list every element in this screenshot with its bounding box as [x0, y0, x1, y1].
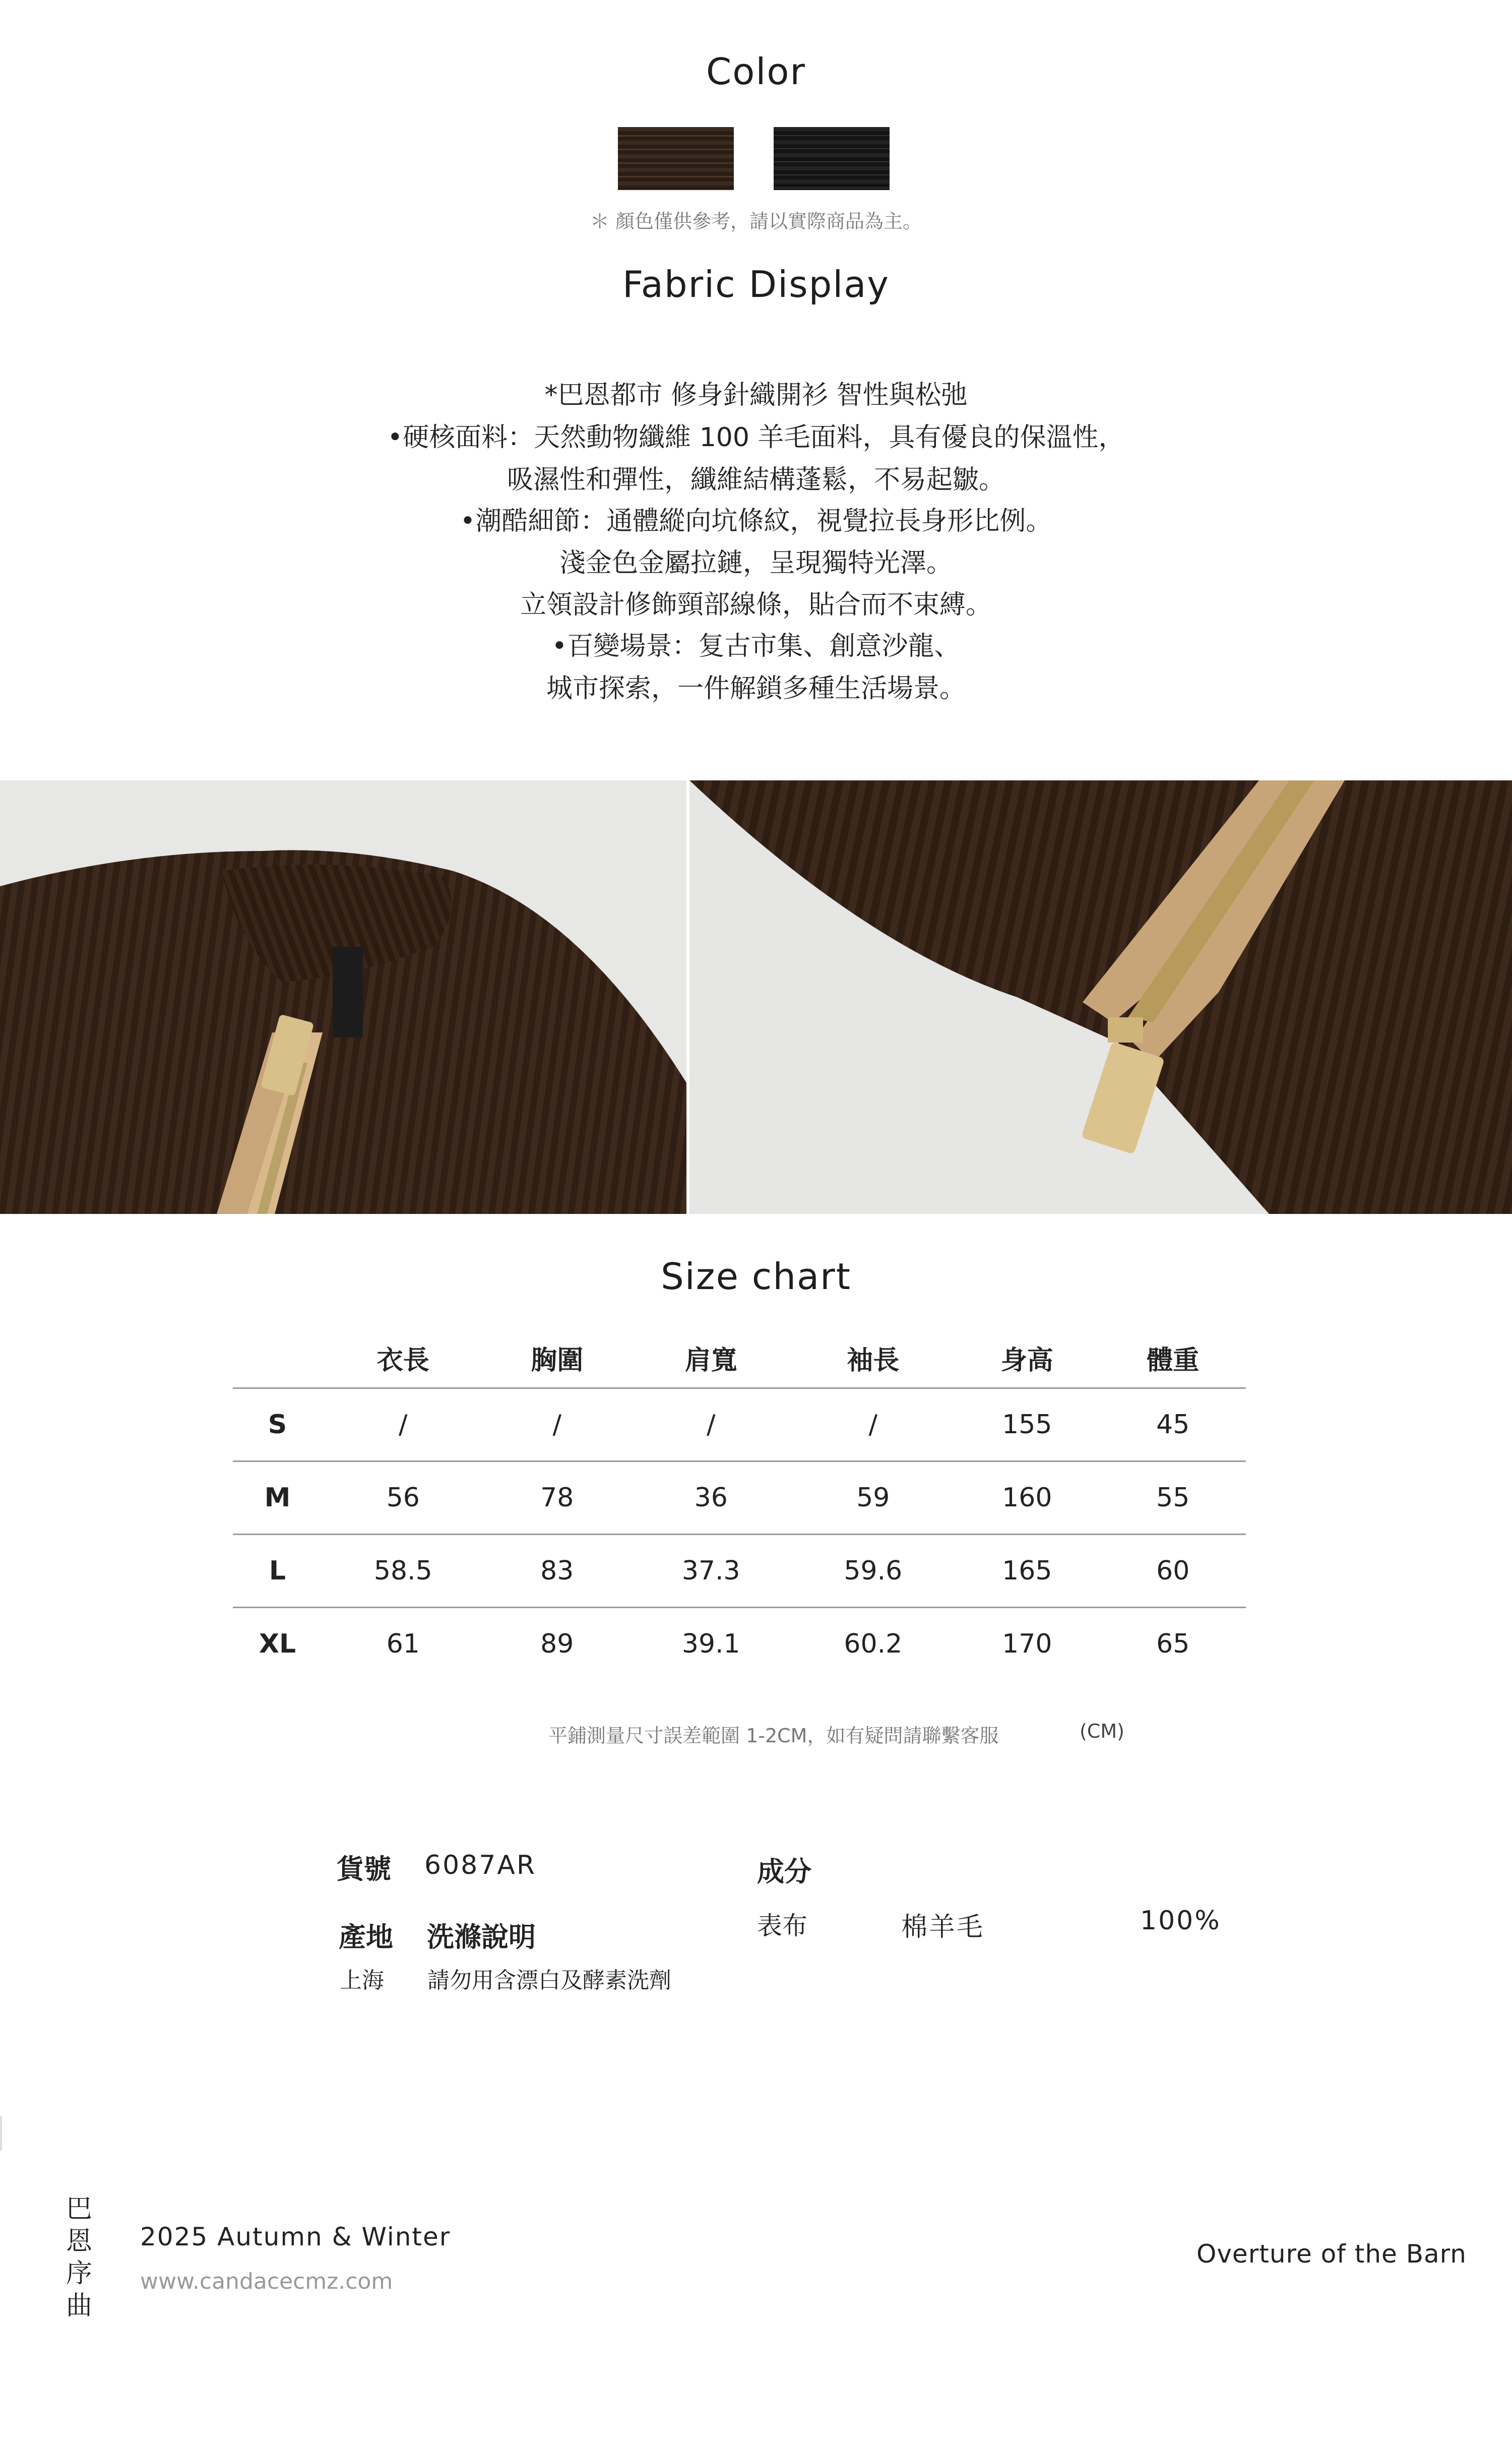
table-cell: / [484, 1388, 630, 1461]
table-cell: 56 [322, 1461, 484, 1535]
table-cell: 83 [484, 1535, 630, 1608]
fabric-line-2: •硬核面料：天然動物纖維 100 羊毛面料，具有優良的保溫性， [387, 422, 1125, 453]
table-cell: 61 [322, 1608, 484, 1680]
size-unit: (CM) [1080, 1720, 1124, 1742]
table-row [233, 1608, 1246, 1680]
fabric-line-3: 吸濕性和彈性，纖維結構蓬鬆，不易起皺。 [507, 465, 1005, 495]
table-cell: 36 [630, 1461, 792, 1535]
collection-name: Overture of the Barn [1196, 2239, 1467, 2269]
size-header-chest: 胸圍 [531, 1346, 584, 1376]
table-cell: 55 [1100, 1461, 1246, 1535]
size-note: 平鋪測量尺寸誤差範圍 1-2CM，如有疑問請聯繫客服 [548, 1725, 999, 1747]
size-label: S [233, 1388, 322, 1461]
table-cell: 45 [1100, 1388, 1246, 1461]
size-table-header [233, 1328, 1246, 1388]
brand-char: 巴 [66, 2194, 92, 2224]
wash-value: 請勿用含漂白及酵素洗劑 [427, 1968, 671, 1993]
fabric-line-6: 立領設計修飾頸部線條，貼合而不束縛。 [520, 590, 992, 620]
table-cell: / [322, 1388, 484, 1461]
size-header-shoulder: 肩寬 [684, 1346, 737, 1376]
fabric-line-7: •百變場景：复古市集、創意沙龍、 [551, 631, 961, 661]
size-label: XL [233, 1608, 322, 1680]
size-header-weight: 體重 [1147, 1346, 1200, 1376]
brand-char: 曲 [66, 2291, 92, 2321]
table-cell: 165 [954, 1535, 1100, 1608]
size-chart-title: Size chart [661, 1255, 851, 1298]
size-header-length: 衣長 [376, 1346, 429, 1376]
zipper-detail-photo [689, 780, 1512, 1214]
brown-swatch[interactable] [618, 127, 734, 190]
sku-value: 6087AR [424, 1850, 537, 1880]
website-link[interactable]: www.candacecmz.com [140, 2269, 393, 2294]
composition-label: 成分 [757, 1856, 811, 1887]
composition-percent: 100% [1140, 1906, 1221, 1936]
table-cell: 60 [1100, 1535, 1246, 1608]
collar-detail-photo [0, 780, 686, 1214]
table-row [233, 1461, 1246, 1535]
brand-char: 恩 [66, 2226, 92, 2256]
fabric-line-8: 城市探索，一件解鎖多種生活場景。 [546, 674, 966, 704]
table-cell: 160 [954, 1461, 1100, 1535]
table-cell: 89 [484, 1608, 630, 1680]
size-table [233, 1328, 1246, 1680]
divider [0, 2116, 2, 2151]
table-cell: 39.1 [630, 1608, 792, 1680]
table-cell: 155 [954, 1388, 1100, 1461]
table-cell: 59.6 [792, 1535, 955, 1608]
composition-material: 棉羊毛 [901, 1912, 985, 1942]
table-cell: 58.5 [322, 1535, 484, 1608]
composition-part: 表布 [757, 1911, 807, 1940]
fabric-line-1: *巴恩都市 修身針織開衫 智性與松弛 [544, 380, 968, 410]
table-cell: 78 [484, 1461, 630, 1535]
fabric-title: Fabric Display [622, 263, 890, 306]
origin-label: 產地 [339, 1921, 393, 1953]
black-swatch[interactable] [774, 127, 890, 190]
brand-char: 序 [66, 2259, 92, 2289]
table-cell: 37.3 [630, 1535, 792, 1608]
color-note: ＊ 顏色僅供參考，請以實際商品為主。 [590, 210, 922, 232]
wash-label: 洗滌說明 [427, 1921, 536, 1953]
size-label: M [233, 1461, 322, 1535]
table-cell: 65 [1100, 1608, 1246, 1680]
fabric-line-5: 淺金色金屬拉鏈，呈現獨特光澤。 [559, 548, 953, 578]
size-header-sleeve: 袖長 [847, 1346, 900, 1376]
table-cell: / [792, 1388, 955, 1461]
color-title: Color [706, 50, 806, 93]
sku-label: 貨號 [337, 1853, 391, 1885]
size-label: L [233, 1535, 322, 1608]
fabric-line-4: •潮酷細節：通體縱向坑條紋，視覺拉長身形比例。 [460, 506, 1052, 536]
table-cell: 60.2 [792, 1608, 955, 1680]
season-text: 2025 Autumn & Winter [140, 2222, 451, 2251]
brand-vertical [64, 2193, 94, 2322]
table-row [233, 1388, 1246, 1461]
table-cell: / [630, 1388, 792, 1461]
table-cell: 59 [792, 1461, 955, 1535]
table-row [233, 1535, 1246, 1608]
origin-value: 上海 [340, 1968, 384, 1993]
size-header-empty [233, 1328, 322, 1388]
table-cell: 170 [954, 1608, 1100, 1680]
size-header-height: 身高 [1000, 1346, 1053, 1376]
